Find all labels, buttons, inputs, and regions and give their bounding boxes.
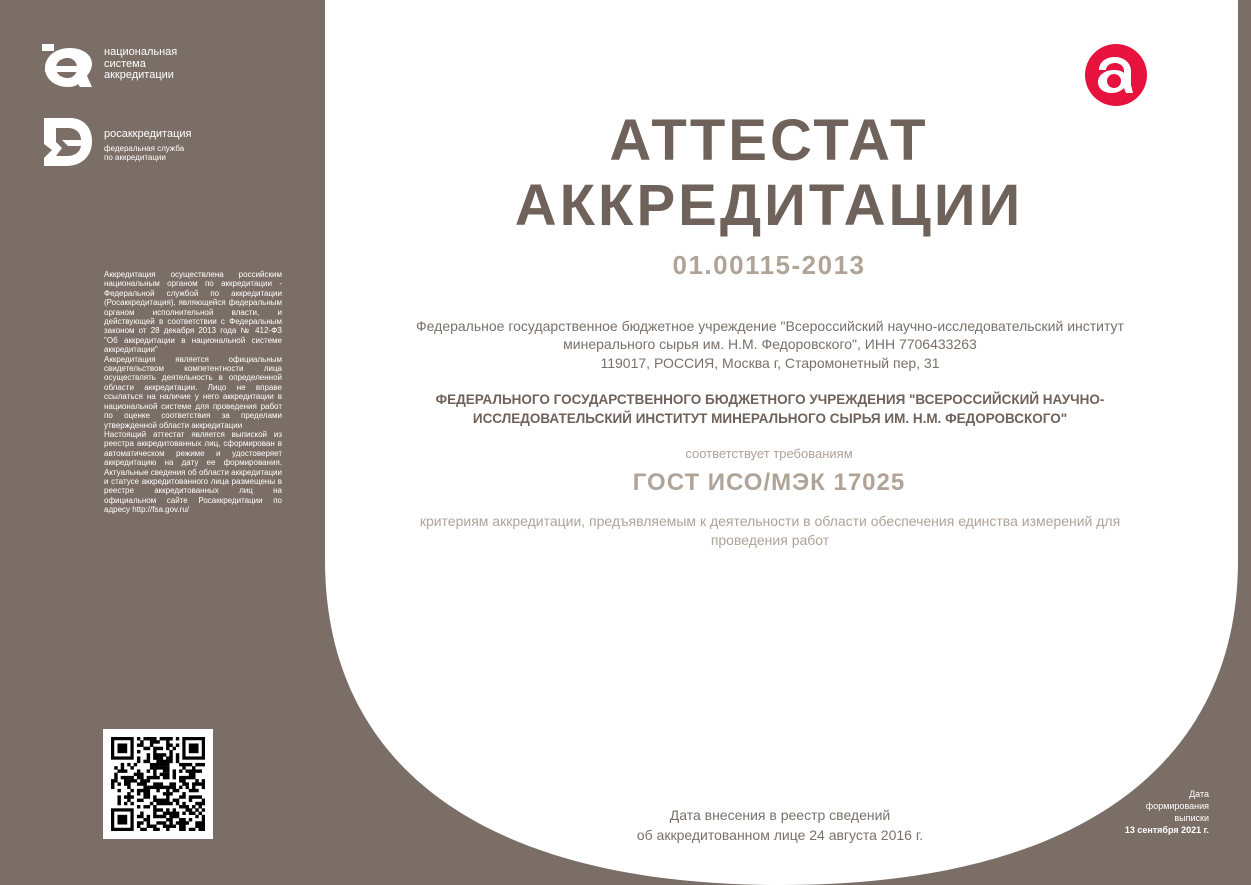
criteria-line-2: проведения работ	[710, 532, 830, 548]
criteria-line-1: критериям аккредитации, предъявляемым к деятельности в области обеспечения единства измерений для	[419, 513, 1121, 529]
accreditation-note	[104, 270, 282, 515]
formation-line-2: формирования	[1145, 801, 1209, 811]
left-sidebar	[0, 0, 325, 885]
org-name-line-2: минерального сырья им. Н.М. Федоровского", ИНН 7706433263	[563, 336, 977, 352]
certificate-title	[325, 108, 1213, 238]
criteria-text	[370, 512, 1170, 550]
qr-code-icon	[111, 737, 205, 831]
org-name-line-1: Федеральное государственное бюджетное учреждение "Всероссийский научно-исследовательский институт	[416, 318, 1124, 334]
standard-name: ГОСТ ИСО/МЭК 17025	[632, 469, 906, 496]
rsa-name: росаккредитация	[104, 128, 192, 140]
rsa-line1: федеральная служба	[104, 144, 185, 153]
complies-label: соответствует требованиям	[685, 446, 853, 461]
org-address: 119017, РОССИЯ, Москва г, Старомонетный пер, 31	[600, 355, 940, 371]
qr-code[interactable]	[103, 729, 213, 839]
letter-a-mark-icon	[40, 42, 100, 90]
rosaccreditation-logo	[40, 114, 260, 170]
registry-date	[560, 805, 1000, 845]
formation-date-value: 13 сентября 2021 г.	[1124, 825, 1209, 835]
formation-date	[1085, 788, 1209, 836]
formation-line-1: Дата	[1189, 789, 1209, 799]
nsa-line1: национальная	[104, 46, 178, 58]
org-upper-line-2: ИССЛЕДОВАТЕЛЬСКИЙ ИНСТИТУТ МИНЕРАЛЬНОГО СЫРЬЯ ИМ. Н.М. ФЕДОРОВСКОГО"	[472, 411, 1068, 426]
rsa-line2: по аккредитации	[104, 153, 166, 162]
certificate-number: 01.00115-2013	[672, 250, 866, 280]
note-paragraph-3: Настоящий аттестат является выпиской из реестра аккредитованных лиц, сформирован в автоматическом режиме и удостоверяет аккредитацию на дату ее формирования. Актуальные сведения об области аккредитации и статусе аккредитованного лица размещены в реестре аккредитованных лиц на официальном сайте Росаккредитации по адресу http://fsa.gov.ru/	[104, 429, 282, 515]
nsa-line2: система	[104, 57, 146, 70]
title-line-1: АТТЕСТАТ	[609, 108, 929, 173]
nsa-logo	[40, 42, 240, 90]
note-paragraph-2: Аккредитация является официальным свидетельством компетентности лица осуществлять деятельность в определенной области аккредитации. Лицо не вправе ссылаться на наличие у него аккредитации в национальной системе для проведения работ по оценке соответствия за пределами утвержденной области аккредитации	[104, 354, 282, 430]
letter-e-mark-icon	[40, 114, 100, 170]
org-upper-line-1: ФЕДЕРАЛЬНОГО ГОСУДАРСТВЕННОГО БЮДЖЕТНОГО УЧРЕЖДЕНИЯ "ВСЕРОССИЙСКИЙ НАУЧНО-	[435, 392, 1105, 407]
title-line-2: АККРЕДИТАЦИИ	[514, 173, 1024, 238]
formation-line-3: выписки	[1174, 813, 1209, 823]
note-paragraph-1: Аккредитация осуществлена российским национальным органом по аккредитации - Федеральной службой по аккредитации (Росаккредитация), являющейся федеральным органом исполнительной власти, и действующей в соответствии с Федеральным законом от 28 декабря 2013 года № 412-ФЗ "Об аккредитации в национальной системе аккредитации"	[104, 270, 282, 355]
red-letter-a-logo-icon	[1084, 43, 1148, 107]
registry-date-line-2: об аккредитованном лице 24 августа 2016 г.	[636, 827, 924, 843]
right-border	[1238, 0, 1251, 885]
org-name-uppercase	[370, 390, 1170, 428]
registry-date-line-1: Дата внесения в реестр сведений	[669, 807, 891, 823]
nsa-line3: аккредитации	[104, 69, 174, 81]
